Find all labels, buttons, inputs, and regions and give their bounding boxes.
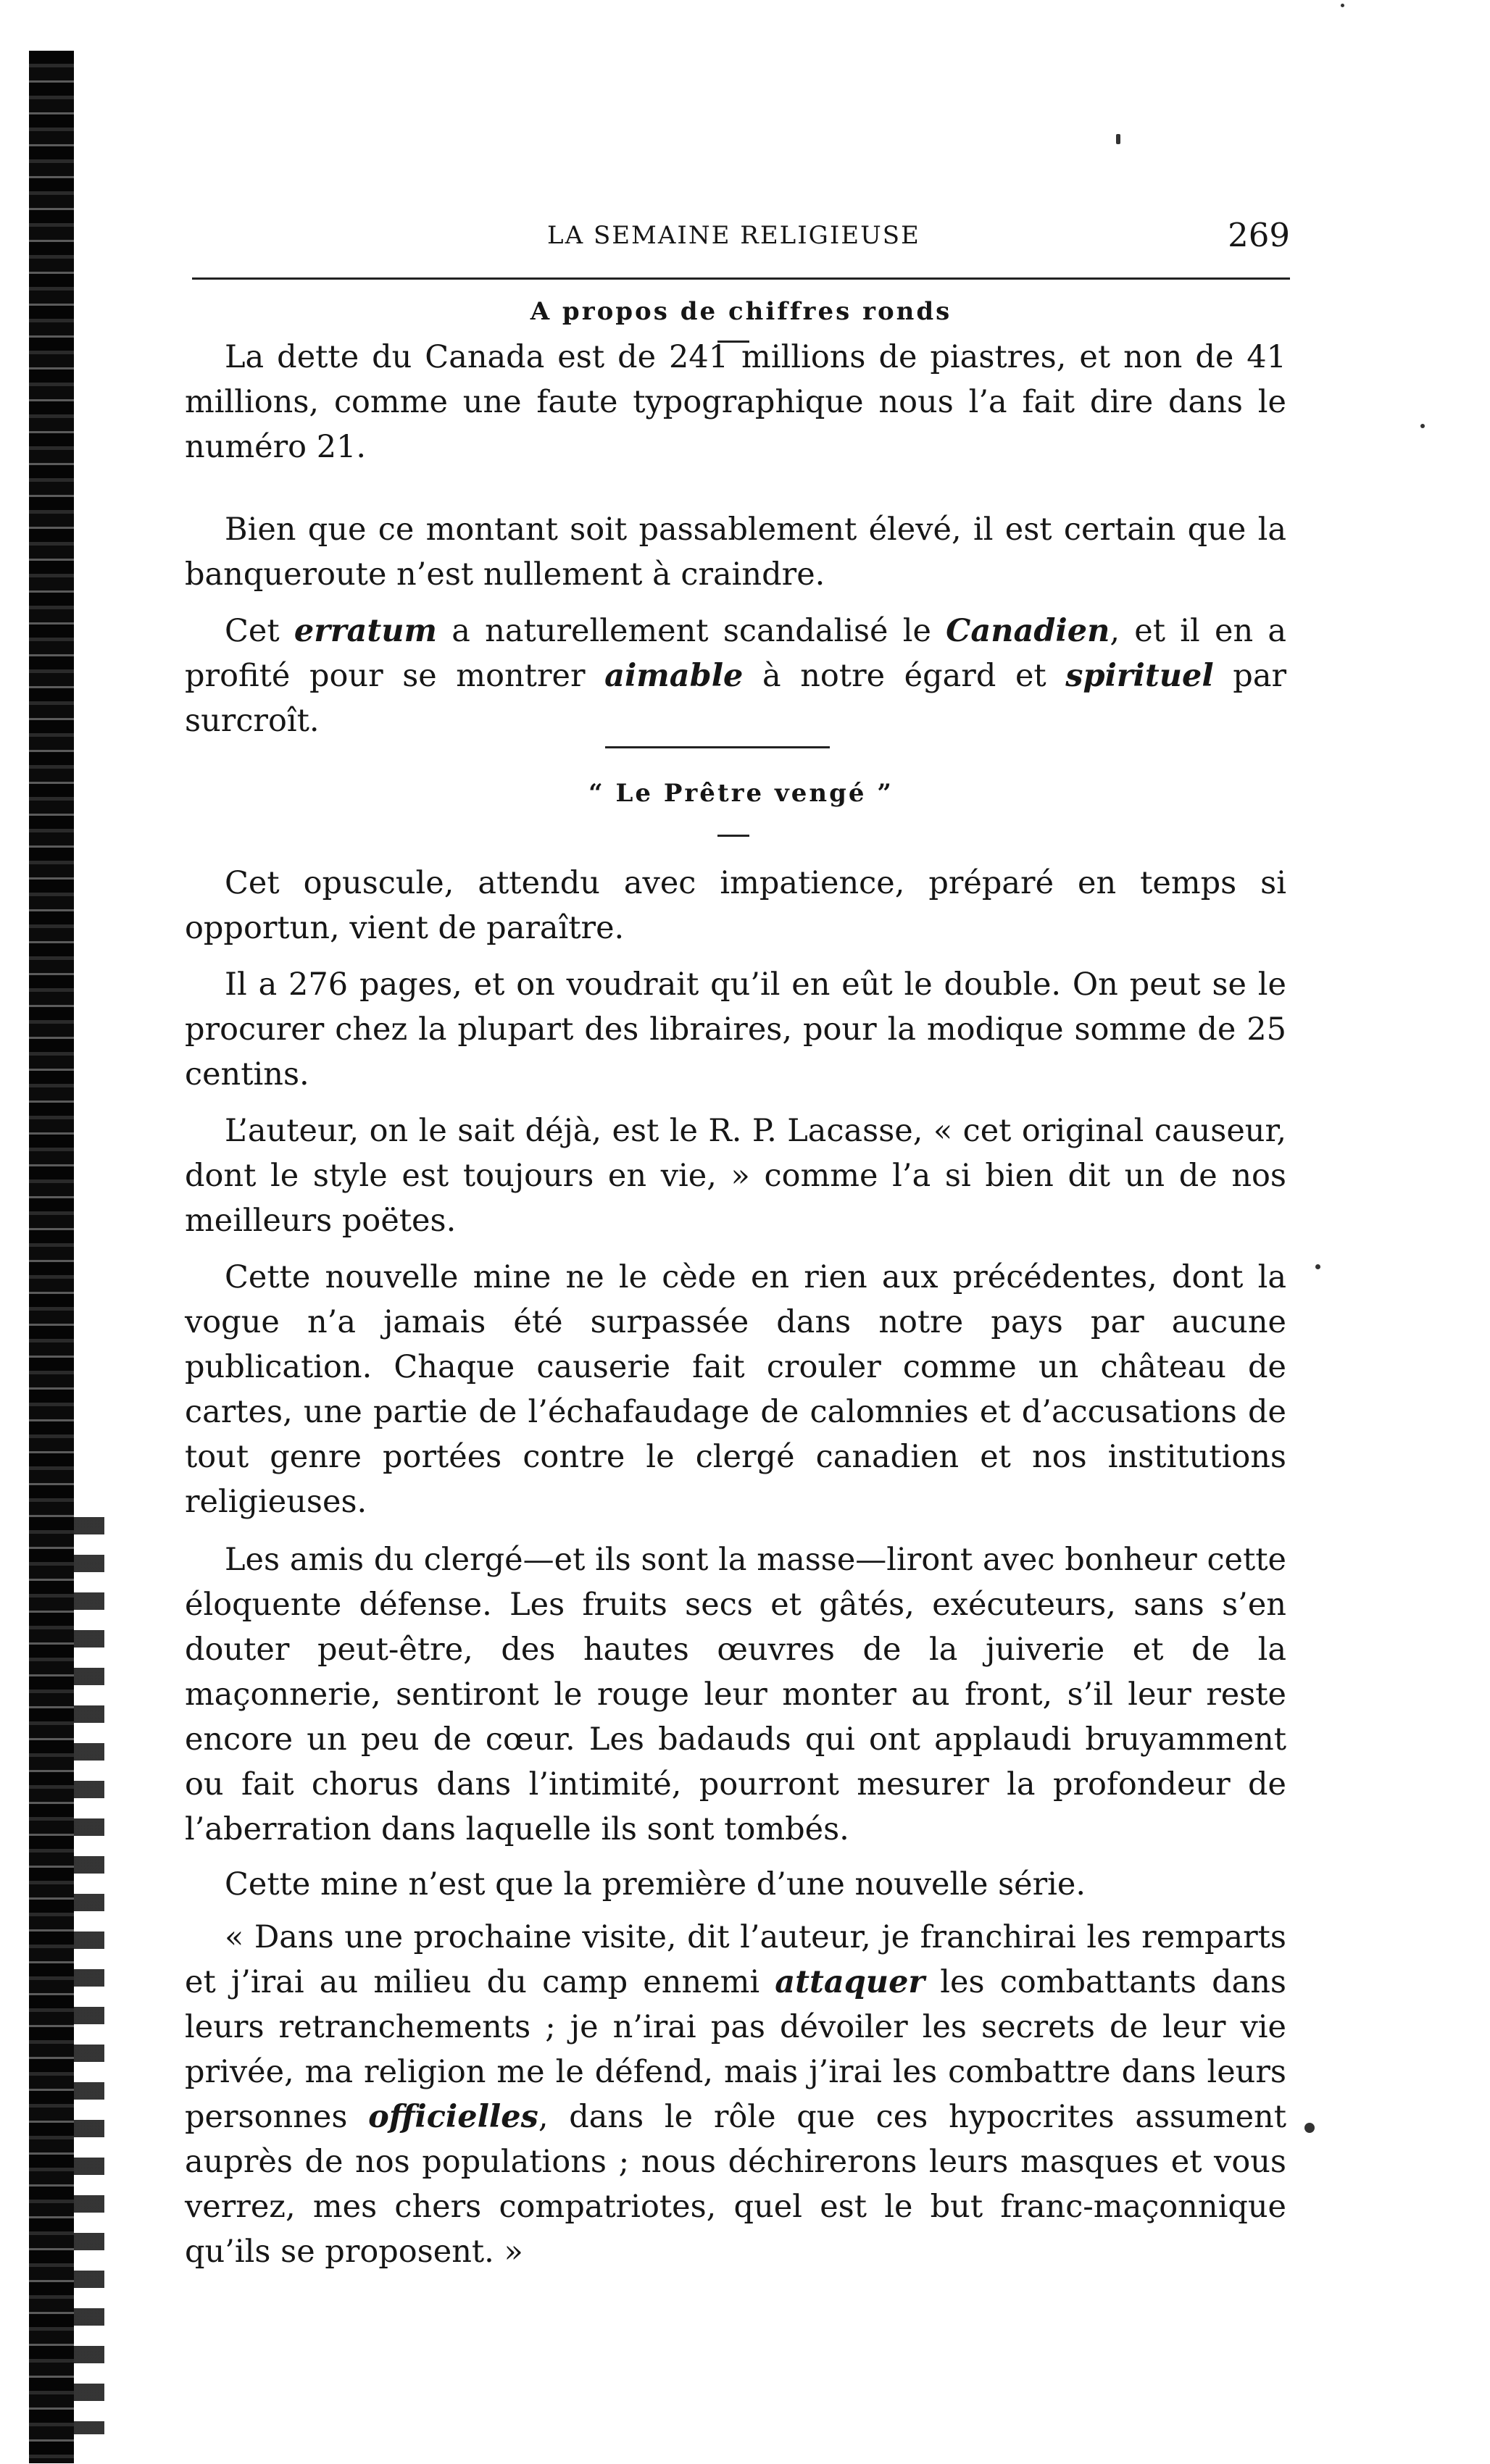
text-run: les combattants dans leurs retranchements ; je n’irai pas dévoiler les secrets de leur vie privée, ma religion me le défend, mais j’irai les combattre dans leurs personnes	[185, 1964, 1286, 2135]
page-header	[192, 210, 1290, 275]
paragraph	[185, 1915, 1286, 2274]
text-run: Bien que ce montant soit passablement élevé, il est certain que la banqueroute n’est nullement à craindre.	[185, 511, 1286, 593]
paragraph	[185, 1862, 1286, 1907]
text-run: à notre égard et	[743, 658, 1066, 694]
title-dash	[717, 835, 749, 837]
scan-speck	[1420, 424, 1425, 428]
text-run: par surcroît.	[185, 658, 1287, 739]
paragraph	[185, 1108, 1286, 1243]
paragraph	[185, 609, 1286, 743]
section-title-pretre-venge: “ Le Prêtre vengé ”	[588, 779, 894, 808]
section-divider	[605, 746, 830, 748]
italic-term: spirituel	[1065, 658, 1214, 694]
text-run: L’auteur, on le sait déjà, est le R. P. Lacasse, « cet original causeur, dont le style est toujours en vie, » comme l’a si bien dit un de nos meilleurs poëtes.	[185, 1113, 1286, 1239]
running-title: LA SEMAINE RELIGIEUSE	[547, 221, 920, 250]
text-run: a naturellement scandalisé le	[437, 613, 946, 649]
italic-term: attaquer	[775, 1964, 925, 2000]
scan-speck	[1341, 4, 1344, 7]
text-run: « Dans une prochaine visite, dit l’auteur, je franchirai les remparts et j’irai au milieu du camp ennemi	[185, 1919, 1286, 2000]
paragraph	[185, 1537, 1286, 1852]
text-run: Cette mine n’est que la première d’une nouvelle série.	[225, 1866, 1086, 1903]
italic-term: Canadien	[946, 613, 1110, 649]
italic-term: erratum	[294, 613, 438, 649]
text-run: La dette du Canada est de 241 millions de piastres, et non de 41 millions, comme une faute typographique nous l’a fait dire dans le numéro 21.	[185, 339, 1286, 465]
paragraph	[185, 507, 1286, 597]
italic-term: aimable	[604, 658, 744, 694]
page-binding-shadow	[74, 1507, 104, 2434]
text-run: Les amis du clergé—et ils sont la masse—liront avec bonheur cette éloquente défense. Les fruits secs et gâtés, exécuteurs, sans s’en douter peut-être, des hautes œuvres de la juiverie et de la maçonnerie, sentiront le rouge leur monter au front, s’il leur reste encore un peu de cœur. Les badauds qui ont applaudi bruyamment ou fait chorus dans l’intimité, pourront mesurer la profondeur de l’aberration dans laquelle ils sont tombés.	[185, 1542, 1286, 1847]
scan-speck	[1315, 1264, 1320, 1269]
page-binding-edge	[29, 51, 74, 2463]
scan-speck	[1116, 134, 1120, 144]
text-run: Cette nouvelle mine ne le cède en rien aux précédentes, dont la vogue n’a jamais été surpassée dans notre pays par aucune publication. Chaque causerie fait crouler comme un château de cartes, une partie de l’échafaudage de calomnies et d’accusations de tout genre portées contre le clergé canadien et nos institutions religieuses.	[185, 1259, 1286, 1520]
paragraph	[185, 335, 1286, 469]
section-title-chiffres-ronds: A propos de chiffres ronds	[530, 297, 952, 326]
text-run: Cet opuscule, attendu avec impatience, préparé en temps si opportun, vient de paraître.	[185, 865, 1286, 946]
paragraph	[185, 861, 1286, 951]
text-run: , dans le rôle que ces hypocrites assument auprès de nos populations ; nous déchirerons leurs masques et vous verrez, mes chers compatriotes, quel est le but franc-maçonnique qu’ils se proposent. »	[185, 2099, 1286, 2270]
text-run: Il a 276 pages, et on voudrait qu’il en eût le double. On peut se le procurer chez la plupart des libraires, pour la modique somme de 25 centins.	[185, 966, 1286, 1093]
header-rule	[192, 277, 1290, 280]
paragraph	[185, 962, 1286, 1097]
italic-term: officielles	[368, 2099, 538, 2135]
text-run: Cet	[225, 613, 294, 649]
page-number: 269	[1228, 216, 1290, 254]
scan-speck	[1304, 2123, 1315, 2133]
text-run: , et il en a profité pour se montrer	[185, 613, 1287, 694]
paragraph	[185, 1255, 1286, 1524]
